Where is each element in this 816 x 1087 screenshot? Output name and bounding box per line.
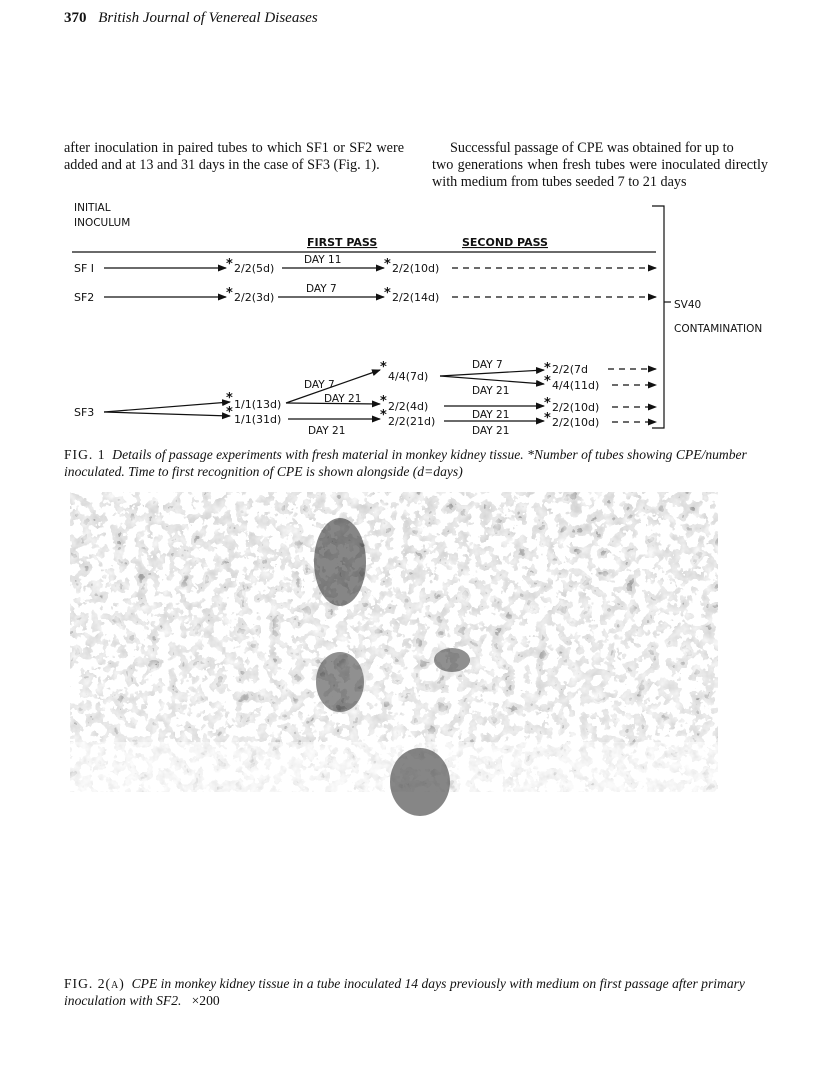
cell-cluster-3 [390,748,450,816]
right-column-text [432,140,768,191]
sf3-asterisk-f: * [544,361,551,376]
page-number: 370 [64,10,87,26]
sf3-result-h: 2/2(10d) [552,401,600,414]
sf1-day: DAY 11 [304,254,342,266]
sf3-asterisk-c: * [380,360,387,375]
sf2-result-1: 2/2(3d) [234,291,275,304]
micrograph-fade [70,492,718,968]
sf3-result-f: 2/2(7d [552,363,588,376]
cell-cluster-2 [316,652,364,712]
sf1-asterisk-1: * [226,257,233,272]
figure-2a-label: FIG. 2(a) [64,976,125,991]
sv40-bracket [652,206,664,428]
figure-1-caption [64,446,769,480]
sv40-label-2: CONTAMINATION [674,323,763,335]
sf3-day21b: DAY 21 [308,425,346,437]
sf3-day7: DAY 7 [304,379,335,391]
sf2-asterisk-2: * [384,286,391,301]
sf3-result-b: 1/1(31d) [234,413,282,426]
sf3-arrow-g [440,376,544,384]
sf3-asterisk-i: * [544,411,551,426]
sf3-result-c: 4/4(7d) [388,370,429,383]
sf2-asterisk-1: * [226,286,233,301]
sf1-asterisk-2: * [384,257,391,272]
figure-1-text: Details of passage experiments with fresh material in monkey kidney tissue. *Number of tubes showing CPE/number inoculated. Time to first recognition of CPE is shown alongside (d=days) [64,447,747,479]
sf3-result-i: 2/2(10d) [552,416,600,429]
sf2-day: DAY 7 [306,283,337,295]
sf1-result-1: 2/2(5d) [234,262,275,275]
sf3-asterisk-a: * [226,391,233,406]
sf2-result-2: 2/2(14d) [392,291,440,304]
sf3-asterisk-d: * [380,394,387,409]
sf3-label: SF3 [74,406,95,419]
sf3-day21d: DAY 21 [472,409,510,421]
left-column-text: after inoculation in paired tubes to which SF1 or SF2 were added and at 13 and 31 days in the case of SF3 (Fig. 1). [64,140,404,173]
second-pass-heading: SECOND PASS [462,236,548,249]
figure-2a-magnification: ×200 [191,993,220,1008]
running-header [64,10,318,27]
sf3-result-a: 1/1(13d) [234,398,282,411]
sf3-asterisk-e: * [380,408,387,423]
sf3-day21a: DAY 21 [324,393,362,405]
sf3-result-e: 2/2(21d) [388,415,436,428]
sf3-asterisk-b: * [226,405,233,420]
sf3-asterisk-h: * [544,396,551,411]
journal-title: British Journal of Venereal Diseases [98,10,318,26]
initial-inoculum-label-2: INOCULUM [74,217,131,229]
sf2-label: SF2 [74,291,95,304]
sf3-day7b: DAY 7 [472,359,503,371]
micrograph-image [70,492,718,968]
sf3-day21e: DAY 21 [472,425,510,437]
sf3-arrow-b [104,412,230,416]
sf3-result-d: 2/2(4d) [388,400,429,413]
initial-inoculum-label-1: INITIAL [74,202,111,214]
first-pass-heading: FIRST PASS [307,236,378,249]
figure-2a-text: CPE in monkey kidney tissue in a tube inoculated 14 days previously with medium on first passage after primary inoculation with SF2. [64,976,745,1008]
sv40-label-1: SV40 [674,299,702,311]
figure-2a-caption [64,975,769,1009]
figure-1-label: FIG. 1 [64,447,106,462]
sf3-asterisk-g: * [544,374,551,389]
sf1-label: SF I [74,262,95,275]
sf3-day21c: DAY 21 [472,385,510,397]
right-column-first-line: Successful passage of CPE was obtained for up to [450,140,734,156]
sf3-result-g: 4/4(11d) [552,379,600,392]
sf1-result-2: 2/2(10d) [392,262,440,275]
right-column-rest: two generations when fresh tubes were inoculated directly with medium from tubes seeded 7 to 21 days [432,157,768,190]
cell-cluster-4 [434,648,470,672]
sf3-arrow-a [104,402,230,412]
passage-diagram [60,196,775,441]
cell-cluster-1 [314,518,366,606]
